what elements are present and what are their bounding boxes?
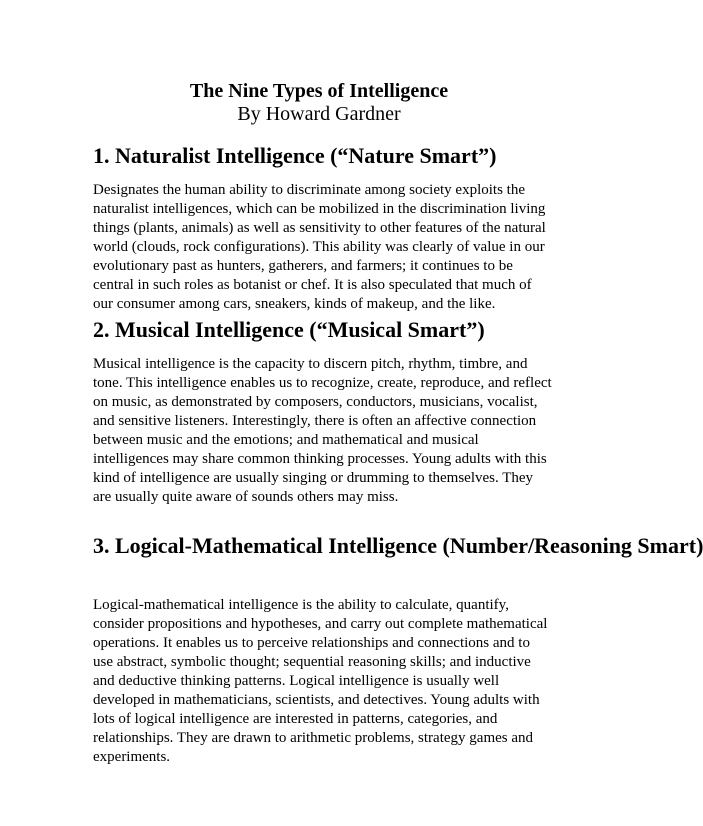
section-2-heading bbox=[93, 317, 553, 343]
section-2-body-line: intelligences may share common thinking processes. Young adults with this bbox=[93, 451, 547, 467]
section-3-body-line: consider propositions and hypotheses, and carry out complete mathematical bbox=[93, 616, 548, 632]
section-1-body-line: Designates the human ability to discriminate among society exploits the bbox=[93, 182, 525, 198]
section-2-body-line: between music and the emotions; and mathematical and musical bbox=[93, 432, 479, 448]
section-1-body-line: world (clouds, rock configurations). This ability was clearly of value in our bbox=[93, 239, 545, 255]
section-2-body-line: kind of intelligence are usually singing or drumming to themselves. They bbox=[93, 470, 534, 486]
section-3-heading-line: (Number/Reasoning Smart) bbox=[442, 533, 703, 558]
section-3-heading-line: 3. Logical-Mathematical Intelligence bbox=[93, 533, 437, 558]
section-2-body-line: Musical intelligence is the capacity to discern pitch, rhythm, timbre, and bbox=[93, 356, 528, 372]
section-3-body-line: experiments. bbox=[93, 749, 171, 765]
section-3-body-line: operations. It enables us to perceive relationships and connections and to bbox=[93, 635, 530, 651]
section-2-body-line: and sensitive listeners. Interestingly, there is often an affective connection bbox=[93, 413, 537, 429]
document-title: The Nine Types of Intelligence bbox=[189, 80, 449, 102]
section-2-body-line: are usually quite aware of sounds others may miss. bbox=[93, 489, 399, 505]
section-3-body-line: lots of logical intelligence are interested in patterns, categories, and bbox=[93, 711, 498, 727]
section-1-body-line: things (plants, animals) as well as sensitivity to other features of the natural bbox=[93, 220, 546, 236]
section-3-heading bbox=[93, 533, 703, 559]
section-3-body-line: developed in mathematicians, scientists, and detectives. Young adults with bbox=[93, 692, 540, 708]
section-2-body-line: on music, as demonstrated by composers, conductors, musicians, vocalist, bbox=[93, 394, 538, 410]
section-1-body-line: naturalist intelligences, which can be mobilized in the discrimination living bbox=[93, 201, 546, 217]
section-1-body-line: our consumer among cars, sneakers, kinds of makeup, and the like. bbox=[93, 296, 496, 312]
section-2-body-line: tone. This intelligence enables us to recognize, create, reproduce, and reflect bbox=[93, 375, 552, 391]
section-1-body-line: central in such roles as botanist or chef. It is also speculated that much of bbox=[93, 277, 532, 293]
section-3-body-line: use abstract, symbolic thought; sequential reasoning skills; and inductive bbox=[93, 654, 531, 670]
section-3-body-line: relationships. They are drawn to arithmetic problems, strategy games and bbox=[93, 730, 534, 746]
section-1-body bbox=[93, 181, 553, 314]
section-3-body bbox=[93, 596, 553, 767]
section-1-heading-line: 1. Naturalist Intelligence (“Nature Smart”) bbox=[93, 143, 497, 168]
section-1-heading bbox=[93, 143, 553, 169]
section-2-heading-line: 2. Musical Intelligence (“Musical Smart”) bbox=[93, 317, 485, 342]
document-author: By Howard Gardner bbox=[237, 103, 401, 125]
section-2-body bbox=[93, 355, 553, 507]
section-1-body-line: evolutionary past as hunters, gatherers, and farmers; it continues to be bbox=[93, 258, 513, 274]
section-3-body-line: Logical-mathematical intelligence is the ability to calculate, quantify, bbox=[93, 597, 509, 613]
section-3-body-line: and deductive thinking patterns. Logical intelligence is usually well bbox=[93, 673, 500, 689]
